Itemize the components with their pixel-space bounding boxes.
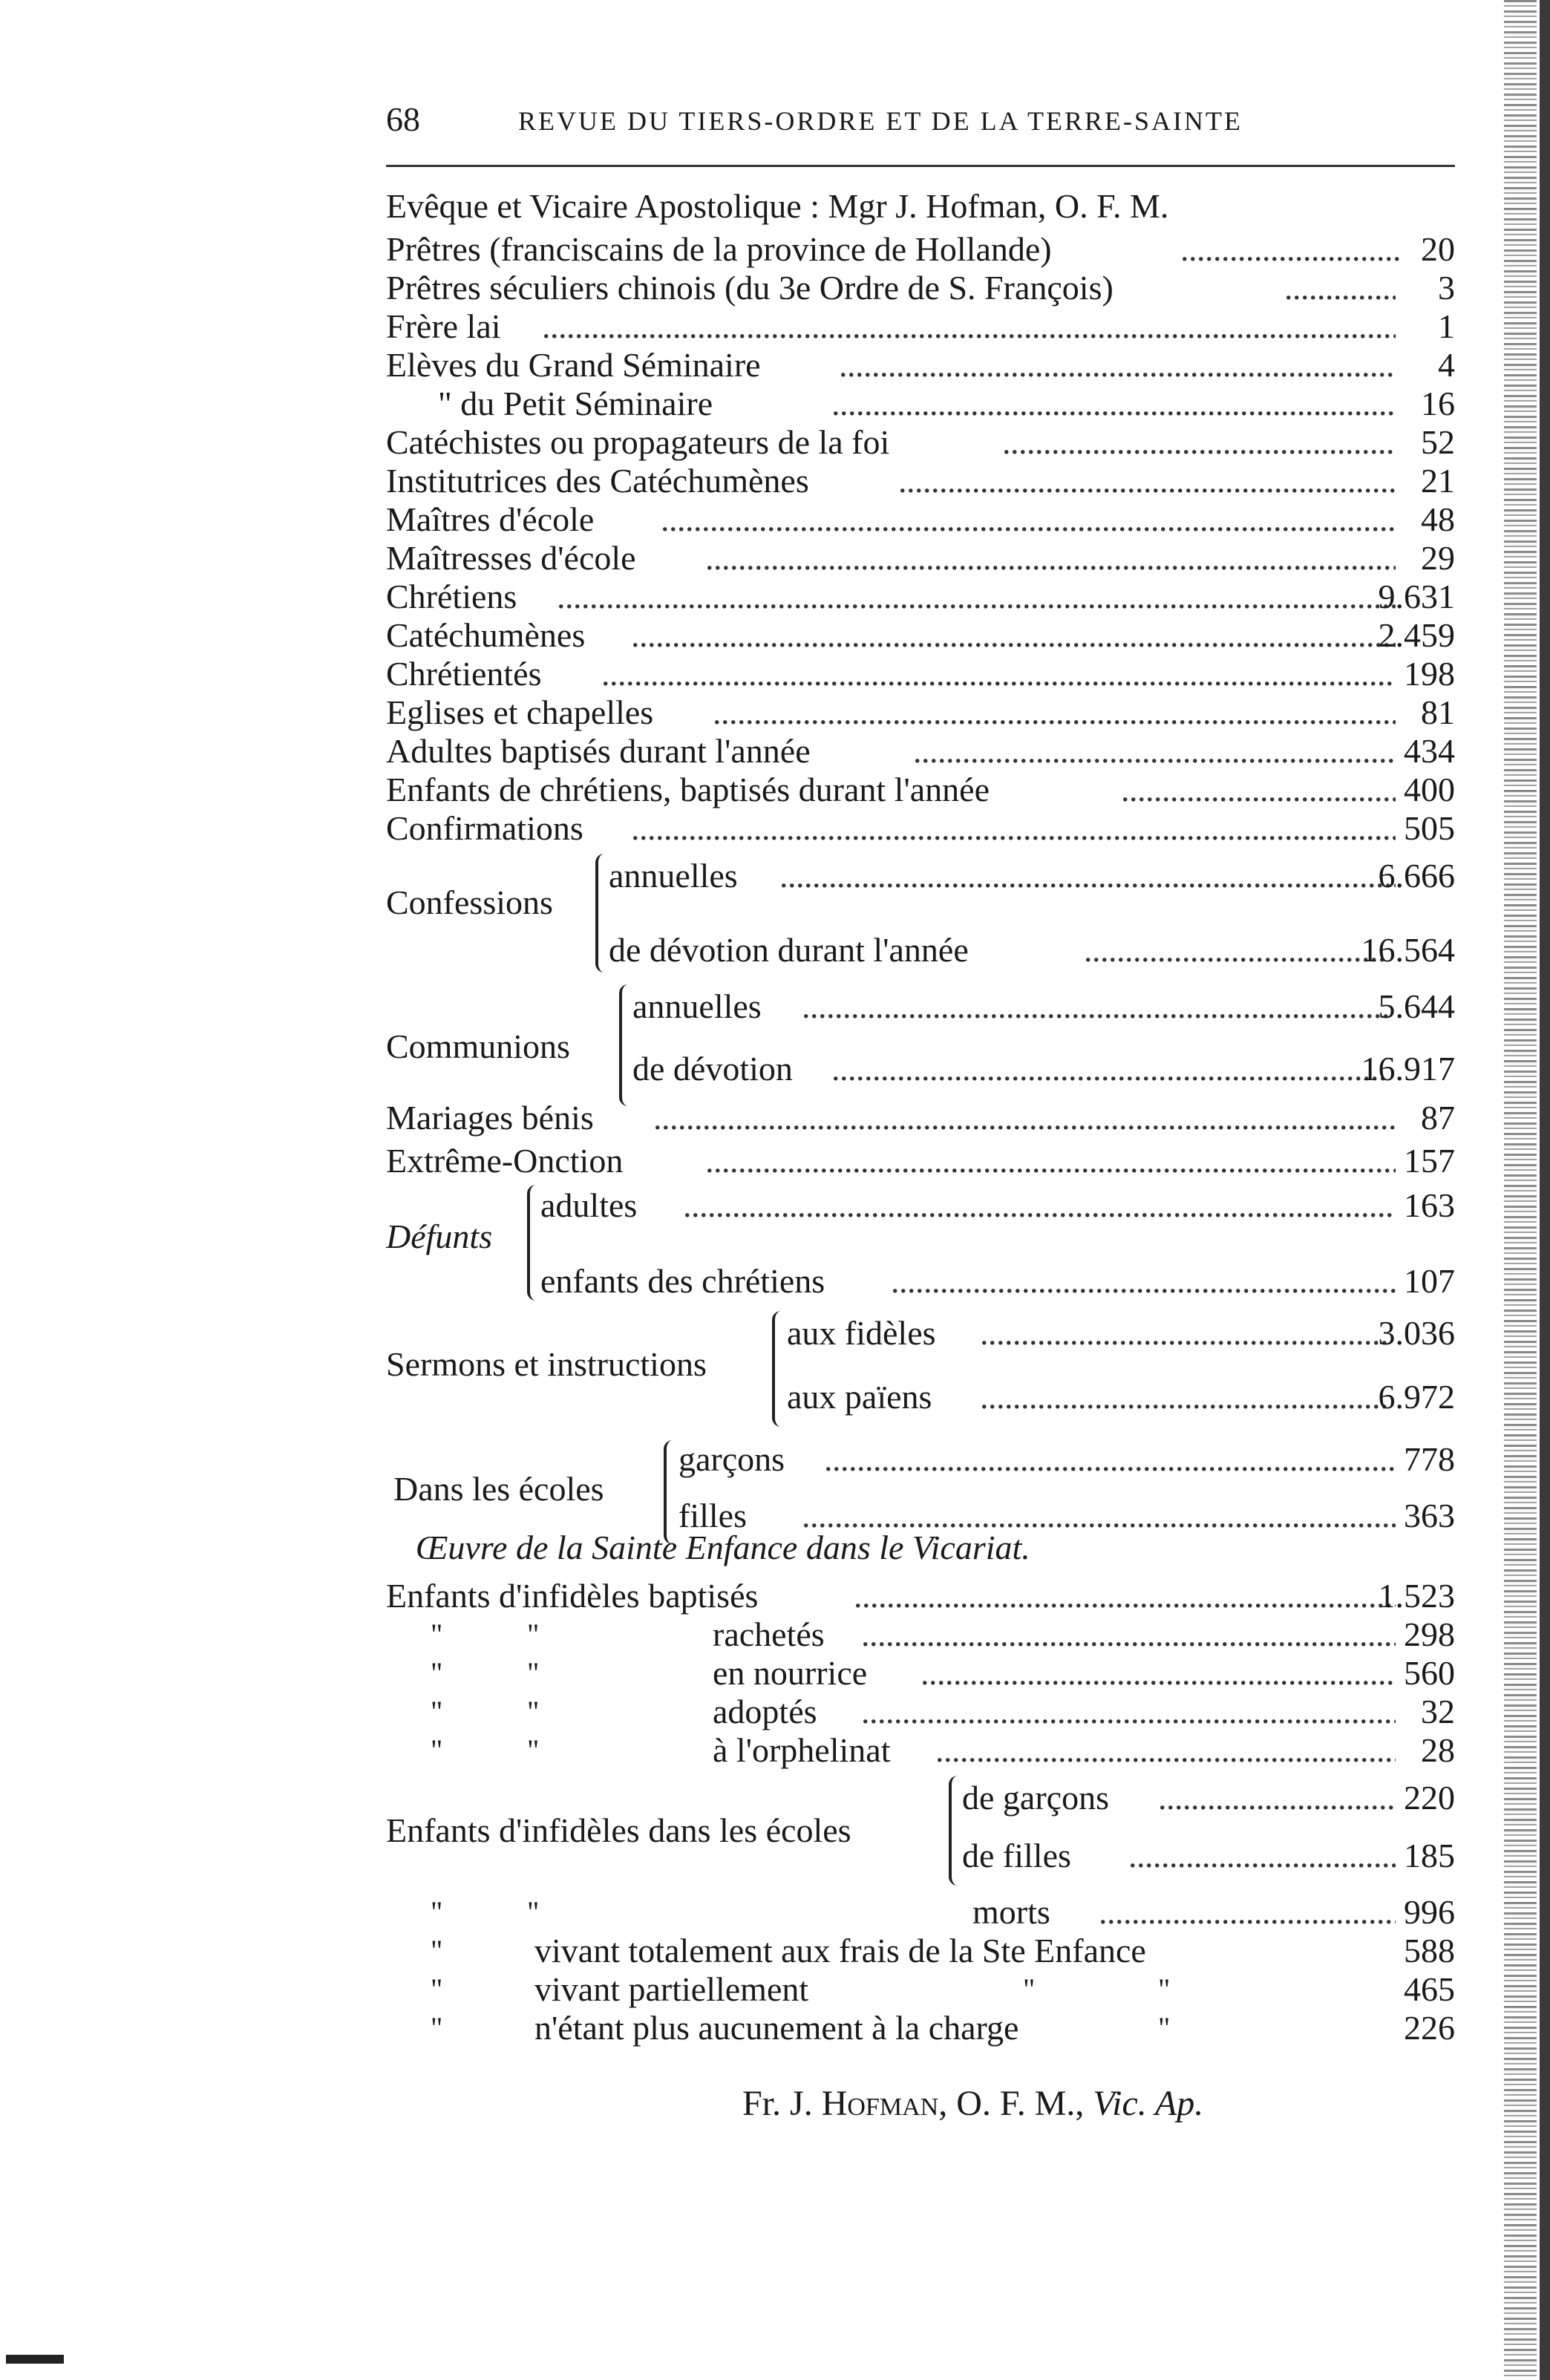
list-item: Chrétiens . . . 9.631 bbox=[386, 575, 1455, 619]
list-item: " " morts . . . 996 bbox=[386, 1890, 1455, 1935]
list-item: " " en nourrice . . . 560 bbox=[386, 1651, 1455, 1696]
page-number: 68 bbox=[386, 100, 420, 138]
list-item: Confirmations . . . 505 bbox=[386, 806, 1455, 851]
signature-name: Hofman bbox=[821, 2084, 939, 2123]
list-item: " " rachetés . . . 298 bbox=[386, 1612, 1455, 1657]
list-item: Prêtres (franciscains de la province de Hollande) . . . 20 bbox=[386, 227, 1455, 272]
signature-title: Vic. Ap. bbox=[1093, 2084, 1204, 2123]
list-item: adultes . . . 163 bbox=[386, 1183, 1455, 1228]
list-item: de dévotion durant l'année . . . 16.564 bbox=[386, 928, 1455, 972]
list-item: " " adoptés . . . 32 bbox=[386, 1690, 1455, 1734]
corner-mark bbox=[6, 2355, 64, 2364]
confessions-label: Confessions bbox=[386, 883, 553, 921]
signature: Fr. J. Hofman, O. F. M., Vic. Ap. bbox=[742, 2084, 1204, 2123]
list-item: de dévotion . . . 16.917 bbox=[386, 1047, 1455, 1091]
list-item: Enfants d'infidèles baptisés . . . 1.523 bbox=[386, 1574, 1455, 1618]
list-item: Frère lai . . . 1 bbox=[386, 304, 1455, 349]
list-item: Catéchistes ou propagateurs de la foi . . . 52 bbox=[386, 420, 1455, 465]
list-item: Maîtresses d'école . . . 29 bbox=[386, 536, 1455, 581]
list-item: de garçons . . . 220 bbox=[386, 1776, 1455, 1820]
list-item: " vivant totalement aux frais de la Ste Enfance 588 bbox=[431, 1932, 1455, 1969]
list-item: annuelles . . . 5.644 bbox=[386, 984, 1455, 1029]
list-item: Institutrices des Catéchumènes . . . 21 bbox=[386, 459, 1455, 503]
list-item: " vivant partiellement " " 465 bbox=[431, 1970, 1455, 2008]
list-item: " " à l'orphelinat . . . 28 bbox=[386, 1728, 1455, 1773]
page-edge-dark bbox=[1540, 0, 1550, 2380]
list-item: garçons . . . 778 bbox=[386, 1437, 1455, 1482]
list-item: Elèves du Grand Séminaire . . . 4 bbox=[386, 343, 1455, 388]
list-item: Catéchumènes . . . 2.459 bbox=[386, 613, 1455, 658]
list-item: Maîtres d'école . . . 48 bbox=[386, 497, 1455, 542]
list-item: aux païens . . . 6.972 bbox=[386, 1375, 1455, 1419]
list-item: enfants des chrétiens . . . 107 bbox=[386, 1259, 1455, 1304]
list-item: Eglises et chapelles . . . 81 bbox=[386, 690, 1455, 735]
list-item: Chrétientés . . . 198 bbox=[386, 652, 1455, 696]
list-item: Prêtres séculiers chinois (du 3e Ordre de S. François) . . . 3 bbox=[386, 266, 1455, 310]
intro-text: Evêque et Vicaire Apostolique : Mgr J. Hofman, O. F. M. bbox=[386, 187, 1169, 225]
list-item: Mariages bénis . . . 87 bbox=[386, 1096, 1455, 1140]
page-edge-shadow bbox=[1504, 0, 1537, 2380]
list-item: aux fidèles . . . 3.036 bbox=[386, 1311, 1455, 1356]
list-item: annuelles . . . 6.666 bbox=[386, 854, 1455, 898]
list-item: Enfants de chrétiens, baptisés durant l'année . . . 400 bbox=[386, 768, 1455, 812]
enfance-ecoles-label: Enfants d'infidèles dans les écoles bbox=[386, 1811, 851, 1849]
list-item: filles . . . 363 bbox=[386, 1494, 1455, 1538]
list-item: Extrême-Onction . . . 157 bbox=[386, 1139, 1455, 1183]
section-title: Œuvre de la Sainte Enfance dans le Vicariat. bbox=[416, 1529, 1030, 1566]
ecoles-label: Dans les écoles bbox=[393, 1470, 604, 1508]
list-item: " du Petit Séminaire . . . 16 bbox=[386, 382, 1455, 426]
sermons-label: Sermons et instructions bbox=[386, 1345, 707, 1383]
running-title: REVUE DU TIERS-ORDRE ET DE LA TERRE-SAINTE bbox=[518, 106, 1243, 136]
defunts-label: Défunts bbox=[386, 1217, 493, 1255]
list-item: " n'étant plus aucunement à la charge " 226 bbox=[431, 2009, 1455, 2047]
communions-label: Communions bbox=[386, 1027, 570, 1065]
list-item: de filles . . . 185 bbox=[386, 1834, 1455, 1878]
sainte-enfance-list bbox=[386, 0, 1455, 2380]
list-item: Adultes baptisés durant l'année . . . 434 bbox=[386, 729, 1455, 774]
